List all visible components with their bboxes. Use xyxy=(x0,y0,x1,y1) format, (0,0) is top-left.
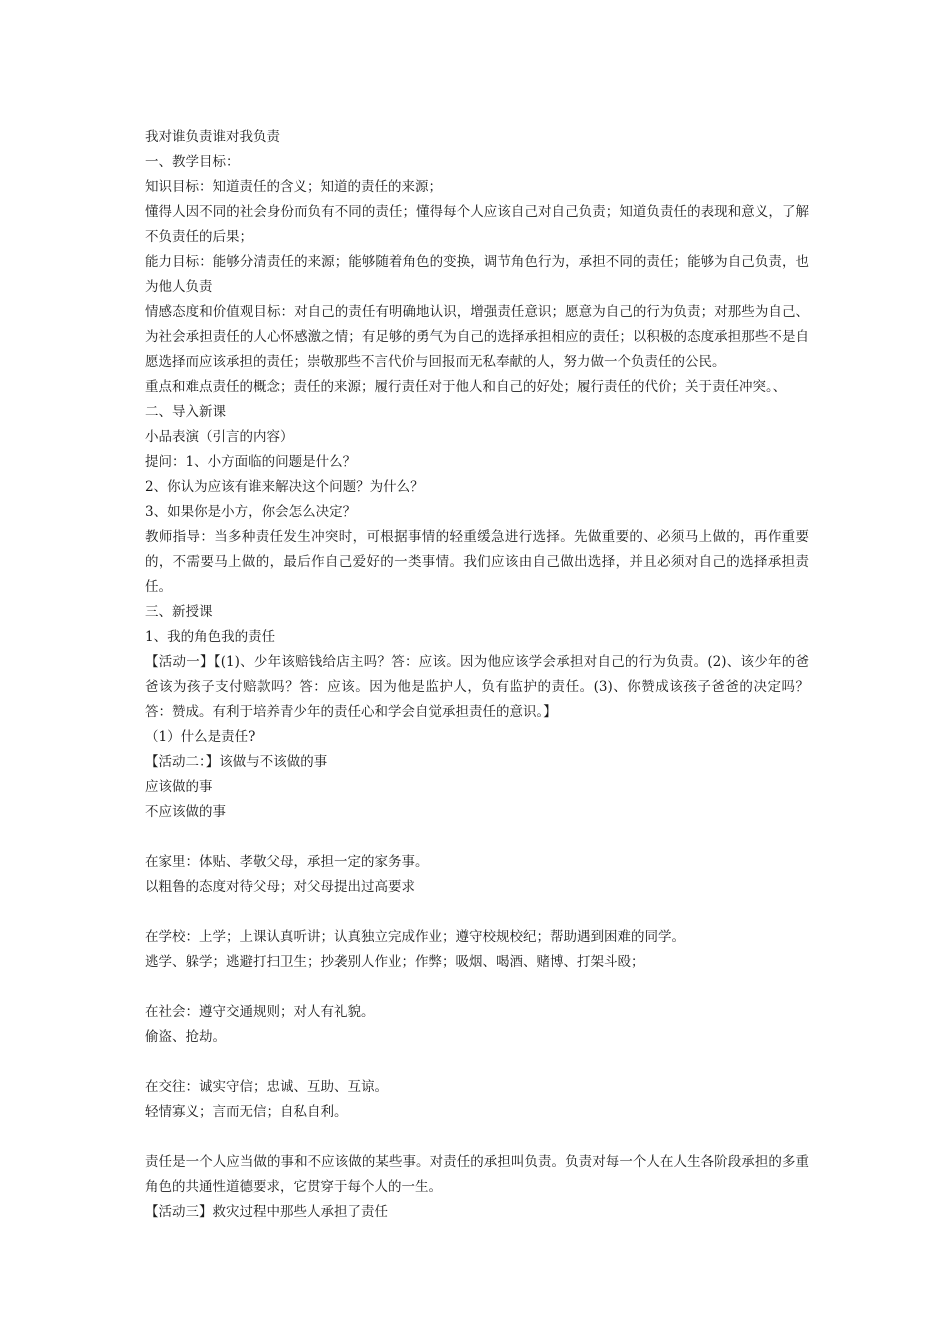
blank-line xyxy=(145,1050,809,1075)
relationships-should-do: 在交往：诚实守信；忠诚、互助、互谅。 xyxy=(145,1079,388,1095)
question-1: 提问：1、小方面临的问题是什么？ xyxy=(145,454,357,470)
emotion-goal: 情感态度和价值观目标：对自己的责任有明确地认识，增强责任意识；愿意为自己的行为负责；对那些为自己、为社会承担责任的人心怀感激之情；有足够的勇气为自己的选择承担相应的责任；以积极的态度承担那些不是自愿选择而应该承担的责任；崇敬那些不言代价与回报而无私奉献的人，努力做一个负责任的公民。 xyxy=(145,304,809,370)
understanding-goal: 懂得人因不同的社会身份而负有不同的责任；懂得每个人应该自己对自己负责；知道负责任的表现和意义，了解不负责任的后果； xyxy=(145,204,809,245)
blank-line xyxy=(145,900,809,925)
section-heading-teaching-goals: 一、教学目标： xyxy=(145,154,240,170)
school-should-not-do: 逃学、躲学；逃避打扫卫生；抄袭别人作业；作弊；吸烟、喝酒、赌博、打架斗殴； xyxy=(145,954,645,970)
should-do-label: 应该做的事 xyxy=(145,779,213,795)
teacher-guidance: 教师指导：当多种责任发生冲突时，可根据事情的轻重缓急进行选择。先做重要的、必须马上做的，再作重要的，不需要马上做的，最后作自己爱好的一类事情。我们应该由自己做出选择，并且必须对自己的选择承担责任。 xyxy=(145,529,809,595)
ability-goal: 能力目标：能够分清责任的来源；能够随着角色的变换，调节角色行为，承担不同的责任；能够为自己负责，也为他人负责 xyxy=(145,254,809,295)
activity-one: 【活动一】【(1)、少年该赔钱给店主吗？答：应该。因为他应该学会承担对自己的行为负责。(2)、该少年的爸爸该为孩子支付赔款吗？答：应该。因为他是监护人，负有监护的责任。(3)、你赞成该孩子爸爸的决定吗？答：赞成。有利于培养青少年的责任心和学会自觉承担责任的意识。】 xyxy=(145,654,809,720)
home-should-not-do: 以粗鲁的态度对待父母；对父母提出过高要求 xyxy=(145,879,415,895)
relationships-should-not-do: 轻情寡义；言而无信；自私自利。 xyxy=(145,1104,348,1120)
home-should-do: 在家里：体贴、孝敬父母，承担一定的家务事。 xyxy=(145,854,429,870)
section-heading-intro: 二、导入新课 xyxy=(145,404,226,420)
society-should-not-do: 偷盗、抢劫。 xyxy=(145,1029,226,1045)
activity-three: 【活动三】救灾过程中那些人承担了责任 xyxy=(145,1204,388,1220)
question-3: 3、如果你是小方，你会怎么决定？ xyxy=(145,504,357,520)
school-should-do: 在学校：上学；上课认真听讲；认真独立完成作业；遵守校规校纪；帮助遇到困难的同学。 xyxy=(145,929,685,945)
key-points: 重点和难点责任的概念；责任的来源；履行责任对于他人和自己的好处；履行责任的代价；关于责任冲突。、 xyxy=(145,379,787,395)
blank-line xyxy=(145,975,809,1000)
society-should-do: 在社会：遵守交通规则；对人有礼貌。 xyxy=(145,1004,375,1020)
document-body xyxy=(145,125,809,1225)
subheading-role-responsibility: 1、我的角色我的责任 xyxy=(145,629,276,645)
responsibility-definition: 责任是一个人应当做的事和不应该做的某些事。对责任的承担叫负责。负责对每一个人在人生各阶段承担的多重角色的共通性道德要求，它贯穿于每个人的一生。 xyxy=(145,1154,809,1195)
should-not-do-label: 不应该做的事 xyxy=(145,804,226,820)
blank-line xyxy=(145,1125,809,1150)
section-heading-new-lesson: 三、新授课 xyxy=(145,604,213,620)
blank-line xyxy=(145,825,809,850)
document-title: 我对谁负责谁对我负责 xyxy=(145,129,280,145)
skit-paragraph: 小品表演（引言的内容） xyxy=(145,429,294,445)
knowledge-goal: 知识目标：知道责任的含义；知道的责任的来源； xyxy=(145,179,442,195)
what-is-responsibility: （1）什么是责任? xyxy=(145,729,256,745)
activity-two: 【活动二：】该做与不该做的事 xyxy=(145,754,328,770)
question-2: 2、你认为应该有谁来解决这个问题？为什么？ xyxy=(145,479,424,495)
